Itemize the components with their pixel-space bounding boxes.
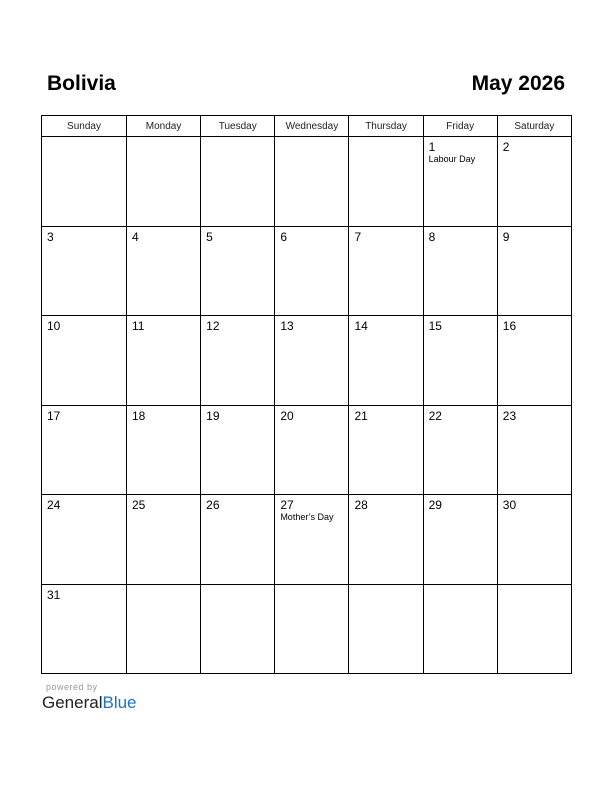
day-cell xyxy=(42,316,127,406)
day-cell xyxy=(275,316,349,406)
day-number: 14 xyxy=(354,319,368,333)
weekday-thursday: Thursday xyxy=(349,116,423,137)
day-number: 29 xyxy=(428,498,442,512)
weekday-wednesday: Wednesday xyxy=(275,116,349,137)
day-number: 22 xyxy=(428,408,442,423)
day-cell xyxy=(349,226,423,316)
day-cell xyxy=(201,316,275,406)
day-cell xyxy=(423,137,497,227)
day-cell xyxy=(127,316,201,406)
day-number: 18 xyxy=(132,408,146,423)
week-row xyxy=(42,316,572,406)
day-number: 3 xyxy=(47,229,54,244)
day-number: 17 xyxy=(47,408,61,423)
week-row xyxy=(42,495,572,585)
day-number: 8 xyxy=(428,229,436,244)
day-number: 21 xyxy=(354,408,368,423)
day-cell xyxy=(497,495,571,585)
country-title: Bolivia xyxy=(47,72,116,95)
day-number: 9 xyxy=(502,229,510,244)
day-number: 30 xyxy=(502,498,517,512)
week-row xyxy=(42,405,572,495)
day-number: 10 xyxy=(47,319,61,333)
day-cell xyxy=(42,584,127,674)
day-cell xyxy=(423,584,497,674)
week-row xyxy=(42,137,572,227)
day-cell xyxy=(497,405,571,495)
day-number: 31 xyxy=(47,587,61,602)
day-number: 16 xyxy=(502,319,517,333)
day-cell xyxy=(42,495,127,585)
day-number: 4 xyxy=(132,229,139,244)
day-cell xyxy=(423,316,497,406)
day-number: 27 xyxy=(280,498,294,512)
week-row xyxy=(42,584,572,674)
day-cell xyxy=(349,495,423,585)
month-year-title: May 2026 xyxy=(471,72,565,95)
day-cell xyxy=(275,137,349,227)
week-row xyxy=(42,226,572,316)
day-cell xyxy=(201,584,275,674)
day-cell xyxy=(349,584,423,674)
day-cell xyxy=(349,137,423,227)
day-cell xyxy=(423,226,497,316)
powered-by-text: powered by xyxy=(46,682,98,692)
day-number: 13 xyxy=(280,319,294,333)
holiday-label: Mother’s Day xyxy=(280,512,334,522)
holiday-label: Labour Day xyxy=(428,154,476,164)
weekday-sunday: Sunday xyxy=(42,116,127,137)
day-number: 7 xyxy=(354,229,362,244)
day-number: 19 xyxy=(206,408,220,423)
day-cell xyxy=(201,495,275,585)
day-cell xyxy=(275,405,349,495)
day-cell xyxy=(423,495,497,585)
day-cell xyxy=(127,137,201,227)
day-cell xyxy=(497,316,571,406)
day-cell xyxy=(497,584,571,674)
brand-blue: Blue xyxy=(102,693,137,712)
day-cell xyxy=(275,584,349,674)
weekday-friday: Friday xyxy=(423,116,497,137)
day-number: 20 xyxy=(280,408,294,423)
day-cell xyxy=(127,405,201,495)
weekday-monday: Monday xyxy=(127,116,201,137)
brand-general: General xyxy=(42,693,103,712)
day-number: 2 xyxy=(502,140,510,154)
day-cell xyxy=(275,495,349,585)
day-cell xyxy=(497,226,571,316)
day-cell xyxy=(201,226,275,316)
calendar-grid xyxy=(41,115,572,674)
generalblue-logo[interactable] xyxy=(42,693,137,713)
day-number: 23 xyxy=(502,408,517,423)
weekday-tuesday: Tuesday xyxy=(201,116,275,137)
day-cell xyxy=(349,405,423,495)
day-number: 25 xyxy=(132,498,146,512)
day-cell xyxy=(275,226,349,316)
day-number: 26 xyxy=(206,498,220,512)
day-cell xyxy=(42,137,127,227)
day-cell xyxy=(127,226,201,316)
day-number: 24 xyxy=(47,498,61,512)
weekday-header-row xyxy=(42,116,572,137)
day-number: 11 xyxy=(132,319,145,333)
day-number: 5 xyxy=(206,229,213,244)
day-cell xyxy=(423,405,497,495)
day-number: 28 xyxy=(354,498,368,512)
day-number: 6 xyxy=(280,229,287,244)
day-number: 12 xyxy=(206,319,220,333)
weekday-saturday: Saturday xyxy=(497,116,571,137)
day-cell xyxy=(42,405,127,495)
day-cell xyxy=(201,405,275,495)
day-cell xyxy=(201,137,275,227)
day-cell xyxy=(127,584,201,674)
day-number: 1 xyxy=(428,140,436,154)
day-cell xyxy=(497,137,571,227)
day-number: 15 xyxy=(428,319,442,333)
day-cell xyxy=(349,316,423,406)
day-cell xyxy=(127,495,201,585)
day-cell xyxy=(42,226,127,316)
